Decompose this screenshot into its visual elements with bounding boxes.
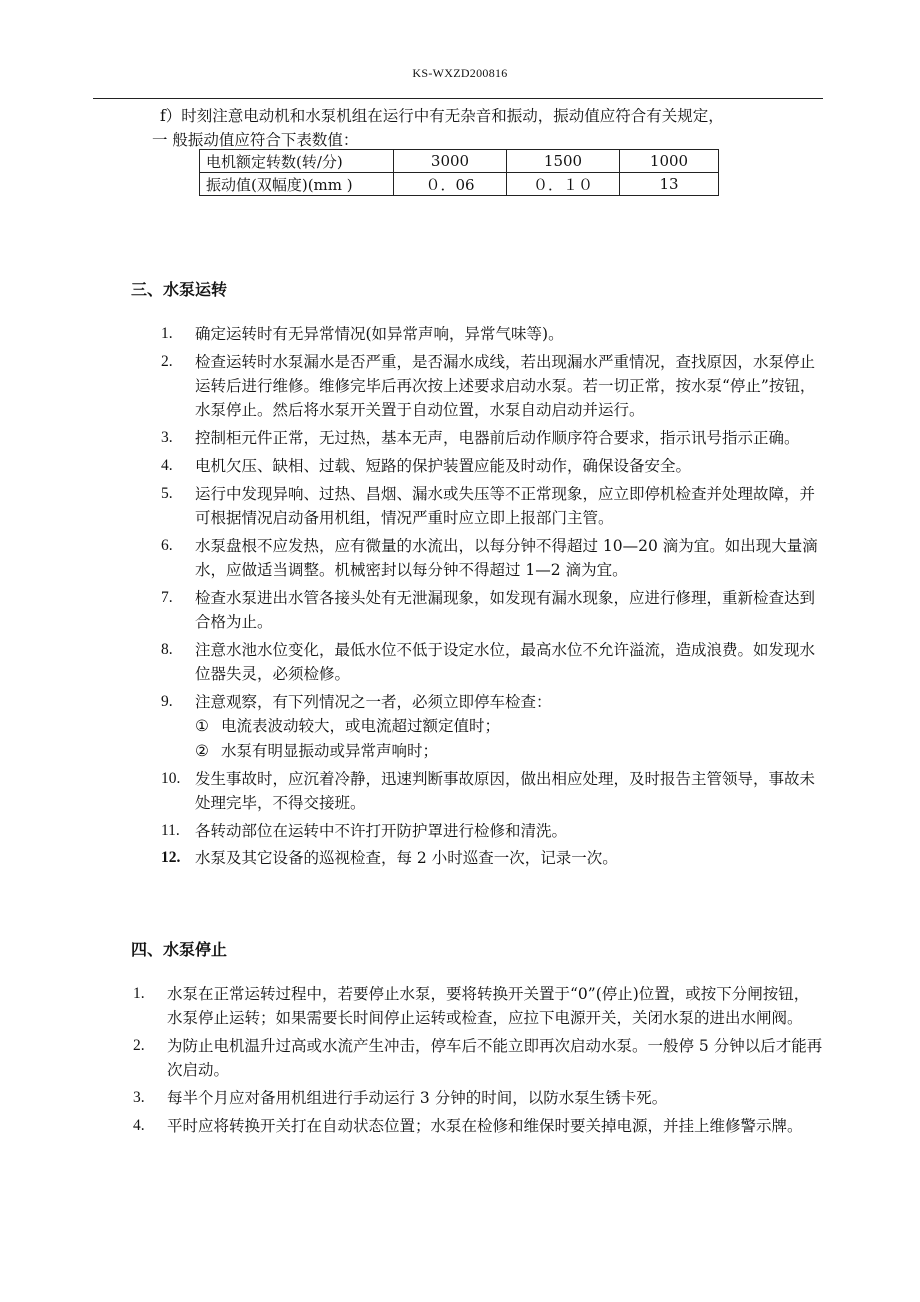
header-divider xyxy=(93,98,823,99)
list-item xyxy=(161,767,823,816)
table-cell: 3000 xyxy=(394,150,507,173)
list-item-text: 注意水池水位变化，最低水位不低于设定水位，最高水位不允许溢流，造成浪费。如发现水位器失灵，必须检修。 xyxy=(195,641,816,684)
list-item-number: 4. xyxy=(161,456,173,474)
list-item-number: 1. xyxy=(133,985,145,1002)
list-item-number: 9. xyxy=(161,693,173,711)
table-row xyxy=(200,150,719,173)
list-item xyxy=(161,426,823,450)
sub-item-marker: ① xyxy=(195,717,209,736)
list-item xyxy=(133,1034,823,1083)
section-4-list xyxy=(133,982,823,1142)
list-item-text: 为防止电机温升过高或水流产生冲击，停车后不能立即再次启动水泵。一般停 5 分钟以后才能再次启动。 xyxy=(167,1037,823,1080)
list-item-text: 水泵在正常运转过程中，若要停止水泵，要将转换开关置于“0”(停止)位置，或按下分闸按钮，水泵停止运转；如果需要长时间停止运转或检查，应拉下电源开关，关闭水泵的进出水闸阀。 xyxy=(167,985,810,1028)
table-cell: 1500 xyxy=(507,150,620,173)
list-item xyxy=(161,586,823,635)
sub-item-text: 电流表波动较大，或电流超过额定值时； xyxy=(221,717,501,736)
list-item-text: 检查水泵进出水管各接头处有无泄漏现象，如发现有漏水现象，应进行修理，重新检查达到合格为止。 xyxy=(195,588,816,632)
section-4-title: 四、水泵停止 xyxy=(131,940,228,959)
list-item-text: 运行中发现异响、过热、昌烟、漏水或失压等不正常现象，应立即停机检查并处理故障，并可根据情况启动备用机组，情况严重时应立即上报部门主管。 xyxy=(195,484,816,528)
list-item-number: 3. xyxy=(161,429,173,447)
list-item xyxy=(161,322,823,346)
list-item-number: 2. xyxy=(161,352,173,370)
intro-line-2: 一 般振动值应符合下表数值： xyxy=(152,131,359,149)
list-item xyxy=(161,454,823,478)
list-item-text: 各转动部位在运转中不许打开防护罩进行检修和清洗。 xyxy=(195,821,568,840)
sub-item xyxy=(195,739,823,763)
table-row xyxy=(200,173,719,196)
section-3-title: 三、水泵运转 xyxy=(131,280,228,299)
sub-item xyxy=(195,714,823,738)
list-item-text: 每半个月应对备用机组进行手动运行 3 分钟的时间，以防水泵生锈卡死。 xyxy=(167,1089,668,1108)
list-item xyxy=(133,982,823,1031)
intro-line-1: f）时刻注意电动机和水泵机组在运行中有无杂音和振动，振动值应符合有关规定， xyxy=(160,107,724,125)
list-item-number: 8. xyxy=(161,641,173,659)
intro-paragraph xyxy=(152,104,840,152)
list-item xyxy=(133,1086,823,1110)
list-item-text: 控制柜元件正常，无过热，基本无声，电器前后动作顺序符合要求，指示讯号指示正确。 xyxy=(195,429,800,448)
list-item-number: 10. xyxy=(161,769,181,787)
table-cell: ０．１０ xyxy=(507,173,620,196)
sub-item-text: 水泵有明显振动或异常声响时； xyxy=(221,741,439,760)
list-item-number: 6. xyxy=(161,536,173,554)
list-item-number: 3. xyxy=(133,1089,145,1107)
list-item-text: 检查运转时水泵漏水是否严重，是否漏水成线，若出现漏水严重情况，查找原因，水泵停止运转后进行维修。维修完毕后再次按上述要求启动水泵。若一切正常，按水泵“停止”按钮，水泵停止。然后将水泵开关置于自动位置，水泵自动启动并运行。 xyxy=(195,352,816,420)
list-item-text: 水泵及其它设备的巡视检查，每 2 小时巡查一次，记录一次。 xyxy=(195,849,618,868)
list-item xyxy=(161,690,823,763)
list-item-text: 确定运转时有无异常情况(如异常声响，异常气味等)。 xyxy=(195,325,564,343)
list-item-text: 电机欠压、缺相、过载、短路的保护装置应能及时动作，确保设备安全。 xyxy=(195,456,692,475)
list-item-number: 4. xyxy=(133,1116,145,1134)
section-3-list xyxy=(161,322,823,874)
table-cell: 13 xyxy=(620,173,719,196)
list-item-number: 12. xyxy=(161,849,181,867)
list-item-text: 发生事故时，应沉着冷静，迅速判断事故原因，做出相应处理，及时报告主管领导，事故未处理完毕，不得交接班。 xyxy=(195,769,816,812)
list-item xyxy=(161,534,823,583)
list-item xyxy=(133,1114,823,1138)
list-item xyxy=(161,350,823,423)
list-item-number: 7. xyxy=(161,588,173,606)
list-item xyxy=(161,482,823,531)
list-item-text: 水泵盘根不应发热，应有微量的水流出，以每分钟不得超过 10—20 滴为宜。如出现大量滴水，应做适当调整。机械密封以每分钟不得超过 1—2 滴为宜。 xyxy=(195,536,818,580)
list-item-number: 11. xyxy=(161,821,180,839)
table-cell: 振动值(双幅度)(mm ) xyxy=(200,173,394,196)
list-item xyxy=(161,638,823,687)
list-item xyxy=(161,846,823,870)
table-cell: 电机额定转数(转/分) xyxy=(200,150,394,173)
table-cell: 1000 xyxy=(620,150,719,173)
list-item-text: 注意观察，有下列情况之一者，必须立即停车检查： xyxy=(195,693,552,712)
table-cell: ０．06 xyxy=(394,173,507,196)
list-item-number: 1. xyxy=(161,325,173,342)
document-code: KS-WXZD200816 xyxy=(412,66,508,80)
vibration-table xyxy=(199,149,719,196)
sub-item-marker: ② xyxy=(195,741,209,760)
list-item-number: 5. xyxy=(161,484,173,502)
list-item-text: 平时应将转换开关打在自动状态位置；水泵在检修和维保时要关掉电源，并挂上维修警示牌。 xyxy=(167,1116,803,1135)
list-item xyxy=(161,819,823,843)
list-item-number: 2. xyxy=(133,1037,145,1055)
